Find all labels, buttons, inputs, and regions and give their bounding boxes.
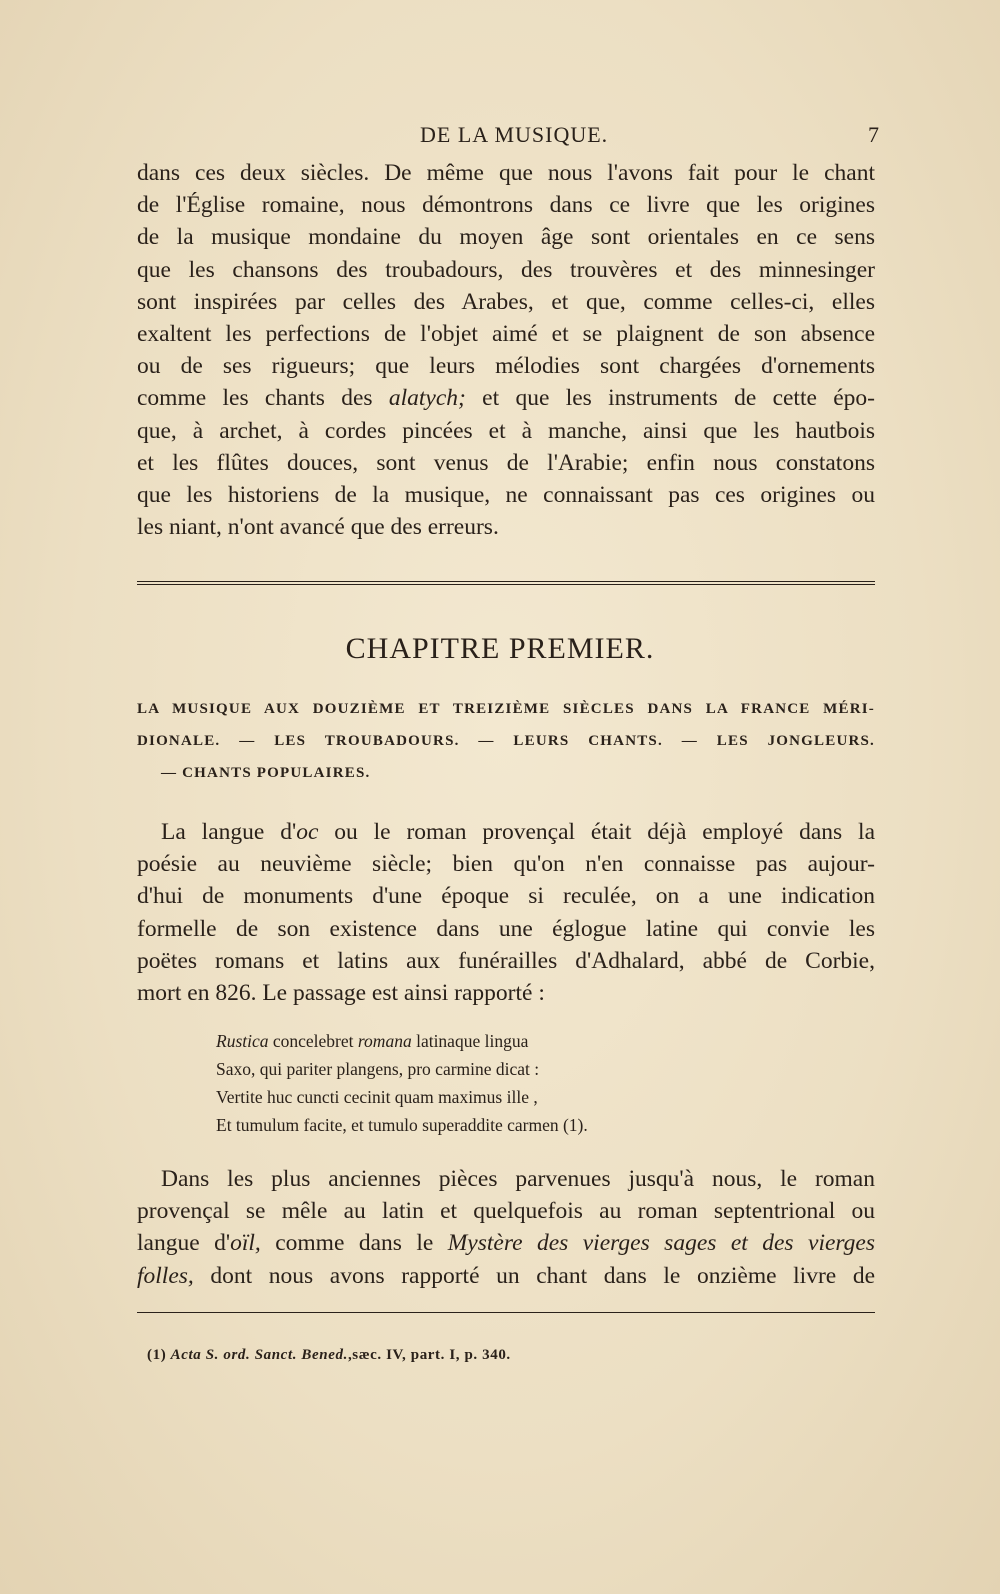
text-segment: ou le roman provençal était déjà employé dans la	[318, 819, 875, 845]
summary-line: — CHANTS POPULAIRES.	[161, 765, 371, 781]
italic-word: romana	[357, 1031, 412, 1051]
text-line: poésie au neuvième siècle; bien qu'on n'en connaisse pas aujour-	[137, 851, 875, 878]
italic-word: folles,	[137, 1262, 194, 1289]
footnote	[147, 1347, 847, 1364]
latin-verse	[216, 1027, 776, 1139]
text-line: de la musique mondaine du moyen âge sont orientales en ce sens	[137, 224, 875, 251]
text-segment: langue d'	[137, 1230, 231, 1257]
chapter-summary	[137, 693, 875, 789]
text-line: ou de ses rigueurs; que leurs mélodies sont chargées d'ornements	[137, 353, 875, 380]
verse-line	[216, 1027, 776, 1055]
verse-line: Saxo, qui pariter plangens, pro carmine dicat :	[216, 1059, 540, 1079]
text-line: exaltent les perfections de l'objet aimé et se plaignent de son absence	[137, 321, 875, 348]
italic-word: Rustica	[216, 1031, 269, 1051]
italic-word: oïl,	[230, 1230, 261, 1257]
footnote-work: Acta S. ord. Sanct. Bened.	[170, 1347, 348, 1363]
text-line: dans ces deux siècles. De même que nous l'avons fait pour le chant	[137, 160, 875, 186]
text-line: mort en 826. Le passage est ainsi rapporté :	[137, 980, 545, 1007]
text-line: d'hui de monuments d'une époque si reculée, on a une indication	[137, 883, 875, 910]
text-line: sont inspirées par celles des Arabes, et que, comme celles-ci, elles	[137, 288, 875, 315]
text-segment: La langue d'	[161, 819, 297, 845]
text-line: que, à archet, à cordes pincées et à manche, ainsi que les hautbois	[137, 417, 875, 444]
text-line: de l'Église romaine, nous démontrons dans ce livre que les origines	[137, 192, 875, 219]
text-line	[137, 1260, 875, 1292]
chapter-title: CHAPITRE PREMIER.	[345, 632, 655, 665]
paragraph-3	[137, 1163, 875, 1292]
text-segment: comme dans le	[260, 1230, 448, 1257]
paragraph-2	[137, 816, 875, 1009]
text-segment: latinaque lingua	[411, 1031, 529, 1051]
italic-title: Mystère des vierges sages et des vierges	[447, 1230, 876, 1257]
verse-line: Vertite huc cuncti cecinit quam maximus ille ,	[216, 1087, 538, 1107]
text-line	[137, 382, 875, 414]
section-divider	[137, 581, 875, 582]
text-segment: et que les instruments de cette épo-	[465, 385, 875, 412]
text-line: que les chansons des troubadours, des trouvères et des minnesinger	[137, 256, 875, 283]
page-number: 7	[868, 122, 880, 147]
text-segment: comme les chants des	[137, 385, 389, 412]
text-line: les niant, n'ont avancé que des erreurs.	[137, 514, 499, 541]
text-line: poëtes romans et latins aux funérailles d'Adhalard, abbé de Corbie,	[137, 947, 875, 974]
verse-line: Et tumulum facite, et tumulo superaddite carmen (1).	[216, 1115, 588, 1135]
italic-word: alatych;	[388, 385, 466, 412]
paragraph-1	[137, 157, 875, 543]
summary-line: DIONALE. — LES TROUBADOURS. — LEURS CHANTS. — LES JONGLEURS.	[137, 733, 875, 749]
footnote-marker: (1)	[147, 1347, 171, 1363]
text-line	[137, 1227, 875, 1259]
text-segment: concelebret	[268, 1031, 358, 1051]
footnote-rule	[137, 1312, 875, 1313]
text-line: Dans les plus anciennes pièces parvenues jusqu'à nous, le roman	[161, 1166, 875, 1192]
text-line	[137, 816, 875, 848]
italic-word: oc	[296, 819, 319, 845]
text-line: et les flûtes douces, sont venus de l'Arabie; enfin nous constatons	[137, 449, 875, 476]
text-line: que les historiens de la musique, ne connaissant pas ces origines ou	[137, 482, 875, 509]
text-line: formelle de son existence dans une églogue latine qui convie les	[137, 915, 875, 942]
footnote-reference: ,sæc. IV, part. I, p. 340.	[347, 1347, 511, 1363]
text-line: provençal se mêle au latin et quelquefois au roman septentrional ou	[137, 1198, 875, 1225]
text-segment: dont nous avons rapporté un chant dans le onzième livre de	[193, 1262, 875, 1289]
summary-line: LA MUSIQUE AUX DOUZIÈME ET TREIZIÈME SIÈCLES DANS LA FRANCE MÉRI-	[137, 701, 875, 717]
running-head-title: DE LA MUSIQUE.	[420, 122, 609, 147]
